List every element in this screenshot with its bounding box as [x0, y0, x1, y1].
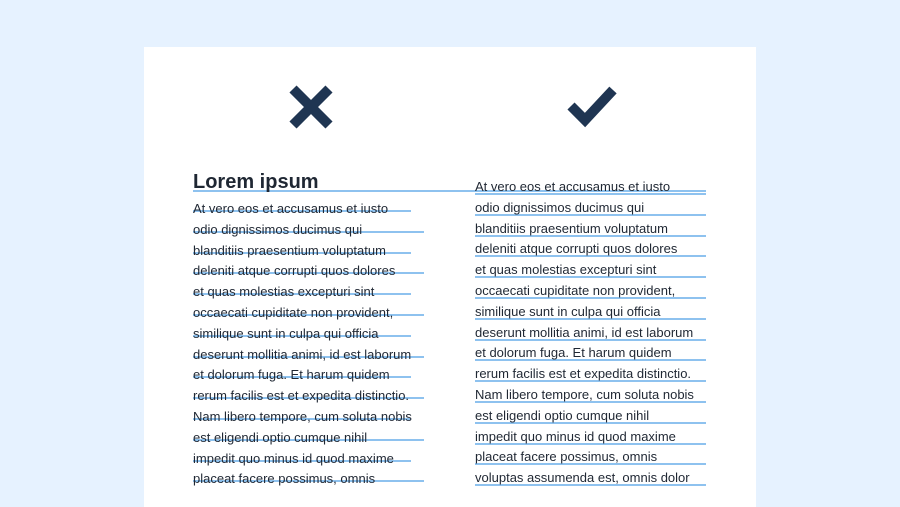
line-text: blanditiis praesentium voluptatum — [193, 242, 386, 258]
text-line — [193, 324, 433, 345]
text-line — [475, 427, 715, 448]
text-line — [475, 219, 715, 240]
line-text: odio dignissimos ducimus qui — [475, 199, 645, 215]
text-line — [475, 260, 715, 281]
line-text: occaecati cupiditate non provident, — [475, 282, 676, 298]
text-line — [193, 449, 433, 470]
text-line — [475, 364, 715, 385]
text-line — [193, 365, 433, 386]
text-line — [193, 241, 433, 262]
line-text: At vero eos et accusamus et iusto — [475, 179, 671, 194]
text-line — [193, 261, 433, 282]
line-text: et quas molestias excepturi sint — [193, 284, 375, 300]
text-line — [475, 385, 715, 406]
cross-icon — [289, 85, 333, 129]
line-text: Nam libero tempore, cum soluta nobis — [193, 408, 412, 424]
text-line — [193, 386, 433, 407]
line-text: impedit quo minus id quod maxime — [193, 450, 394, 466]
text-line — [475, 447, 715, 468]
text-line — [475, 302, 715, 323]
line-text: Nam libero tempore, cum soluta nobis — [475, 386, 694, 402]
line-text: placeat facere possimus, omnis — [475, 449, 658, 465]
checkmark-icon — [567, 84, 617, 128]
text-line — [193, 220, 433, 241]
right-text-lines — [475, 177, 715, 489]
line-text: odio dignissimos ducimus qui — [193, 221, 363, 237]
text-line — [193, 407, 433, 428]
line-text: similique sunt in culpa qui officia — [475, 303, 661, 319]
line-text: blanditiis praesentium voluptatum — [475, 220, 668, 236]
line-text: deserunt mollitia animi, id est laborum — [193, 346, 412, 362]
line-text: voluptas assumenda est, omnis dolor — [475, 470, 690, 486]
line-text: rerum facilis est et expedita distinctio. — [193, 388, 410, 404]
text-line — [475, 177, 715, 198]
line-text: deleniti atque corrupti quos dolores — [193, 263, 396, 279]
text-line — [193, 428, 433, 449]
line-text: occaecati cupiditate non provident, — [193, 304, 394, 320]
line-text: est eligendi optio cumque nihil — [475, 407, 650, 423]
text-line — [475, 281, 715, 302]
text-line — [193, 282, 433, 303]
example-heading — [193, 170, 433, 194]
left-text-lines — [193, 199, 433, 490]
line-text: rerum facilis est et expedita distinctio. — [475, 366, 692, 382]
comparison-card — [144, 47, 756, 507]
line-text: impedit quo minus id quod maxime — [475, 428, 676, 444]
line-text: deserunt mollitia animi, id est laborum — [475, 324, 694, 340]
line-text: est eligendi optio cumque nihil — [193, 429, 368, 445]
text-line — [193, 303, 433, 324]
text-line — [475, 406, 715, 427]
heading-text: Lorem ipsum — [193, 171, 319, 193]
line-text: At vero eos et accusamus et iusto — [193, 201, 389, 216]
line-text: et dolorum fuga. Et harum quidem — [193, 367, 390, 383]
text-line — [475, 239, 715, 260]
text-line — [475, 343, 715, 364]
text-line — [475, 323, 715, 344]
line-text: similique sunt in culpa qui officia — [193, 325, 379, 341]
text-line — [193, 199, 433, 220]
text-line — [193, 345, 433, 366]
line-text: et quas molestias excepturi sint — [475, 262, 657, 278]
line-text: placeat facere possimus, omnis — [193, 471, 376, 487]
line-text: et dolorum fuga. Et harum quidem — [475, 345, 672, 361]
correct-example-column — [475, 177, 715, 489]
text-line — [193, 469, 433, 490]
line-text: deleniti atque corrupti quos dolores — [475, 241, 678, 257]
text-line — [475, 198, 715, 219]
text-line — [475, 468, 715, 489]
incorrect-example-column — [193, 170, 433, 490]
